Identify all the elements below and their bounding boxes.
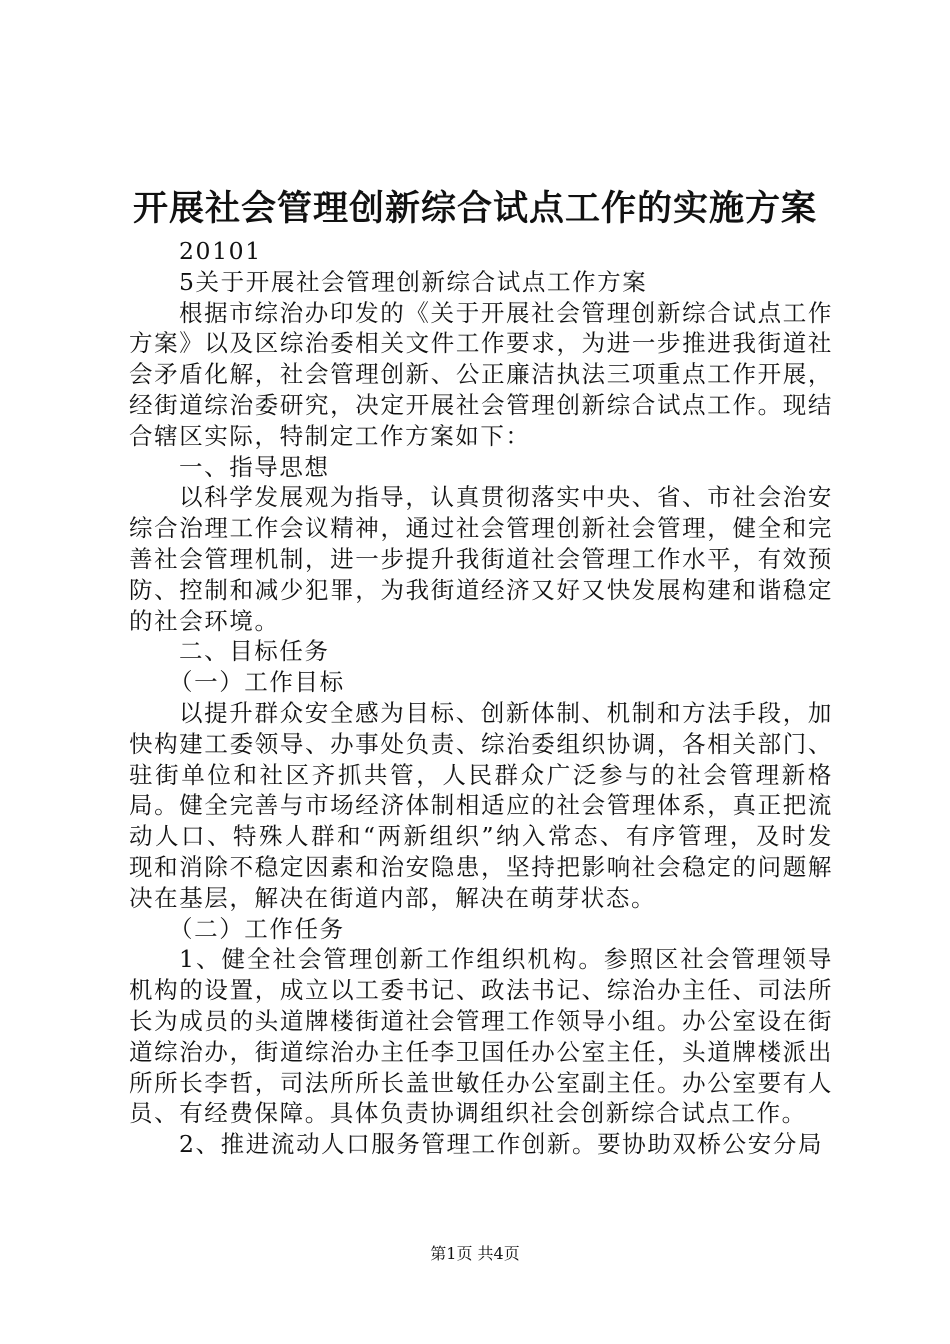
document-title: 开展社会管理创新综合试点工作的实施方案 [132,188,817,229]
section-heading-guiding-principle: 一、指导思想 [179,452,330,481]
page-footer: 第1页 共4页 [430,1244,520,1263]
paragraph-intro: 根据市综治办印发的《关于开展社会管理创新综合试点工作方案》以及区综治委相关文件工作要求，为进一步推进我街道社会矛盾化解，社会管理创新、公正廉洁执法三项重点工作开展，经街道综治委研究，决定开展社会管理创新综合试点工作。现结合辖区实际，特制定工作方案如下： [129,298,833,450]
paragraph-document-number-2: 5关于开展社会管理创新综合试点工作方案 [179,267,648,296]
paragraph-task-1: 1、健全社会管理创新工作组织机构。参照区社会管理领导机构的设置，成立以工委书记、政法书记、综治办主任、司法所长为成员的头道牌楼街道社会管理工作领导小组。办公室设在街道综治办，街道综治办主任李卫国任办公室主任，头道牌楼派出所所长李哲，司法所所长盖世敏任办公室副主任。办公室要有人员、有经费保障。具体负责协调组织社会创新综合试点工作。 [129,945,833,1128]
document-body [129,236,833,1160]
paragraph-guiding-principle: 以科学发展观为指导，认真贯彻落实中央、省、市社会治安综合治理工作会议精神，通过社会管理创新社会管理，健全和完善社会管理机制，进一步提升我街道社会管理工作水平，有效预防、控制和减少犯罪，为我街道经济又好又快发展构建和谐稳定的社会环境。 [129,483,833,635]
paragraph-task-2: 2、推进流动人口服务管理工作创新。要协助双桥公安分局 [179,1130,824,1159]
subsection-heading-work-tasks: （二）工作任务 [169,914,345,943]
paragraph-work-goal: 以提升群众安全感为目标、创新体制、机制和方法手段，加快构建工委领导、办事处负责、综治委组织协调，各相关部门、驻街单位和社区齐抓共管，人民群众广泛参与的社会管理新格局。健全完善与市场经济体制相适应的社会管理体系，真正把流动人口、特殊人群和“两新组织”纳入常态、有序管理，及时发现和消除不稳定因素和治安隐患，坚持把影响社会稳定的问题解决在基层，解决在街道内部，解决在萌芽状态。 [129,698,833,912]
section-heading-goals-tasks: 二、目标任务 [179,637,330,666]
subsection-heading-work-goal: （一）工作目标 [169,668,345,697]
paragraph-document-number-1: 20101 [179,237,262,265]
